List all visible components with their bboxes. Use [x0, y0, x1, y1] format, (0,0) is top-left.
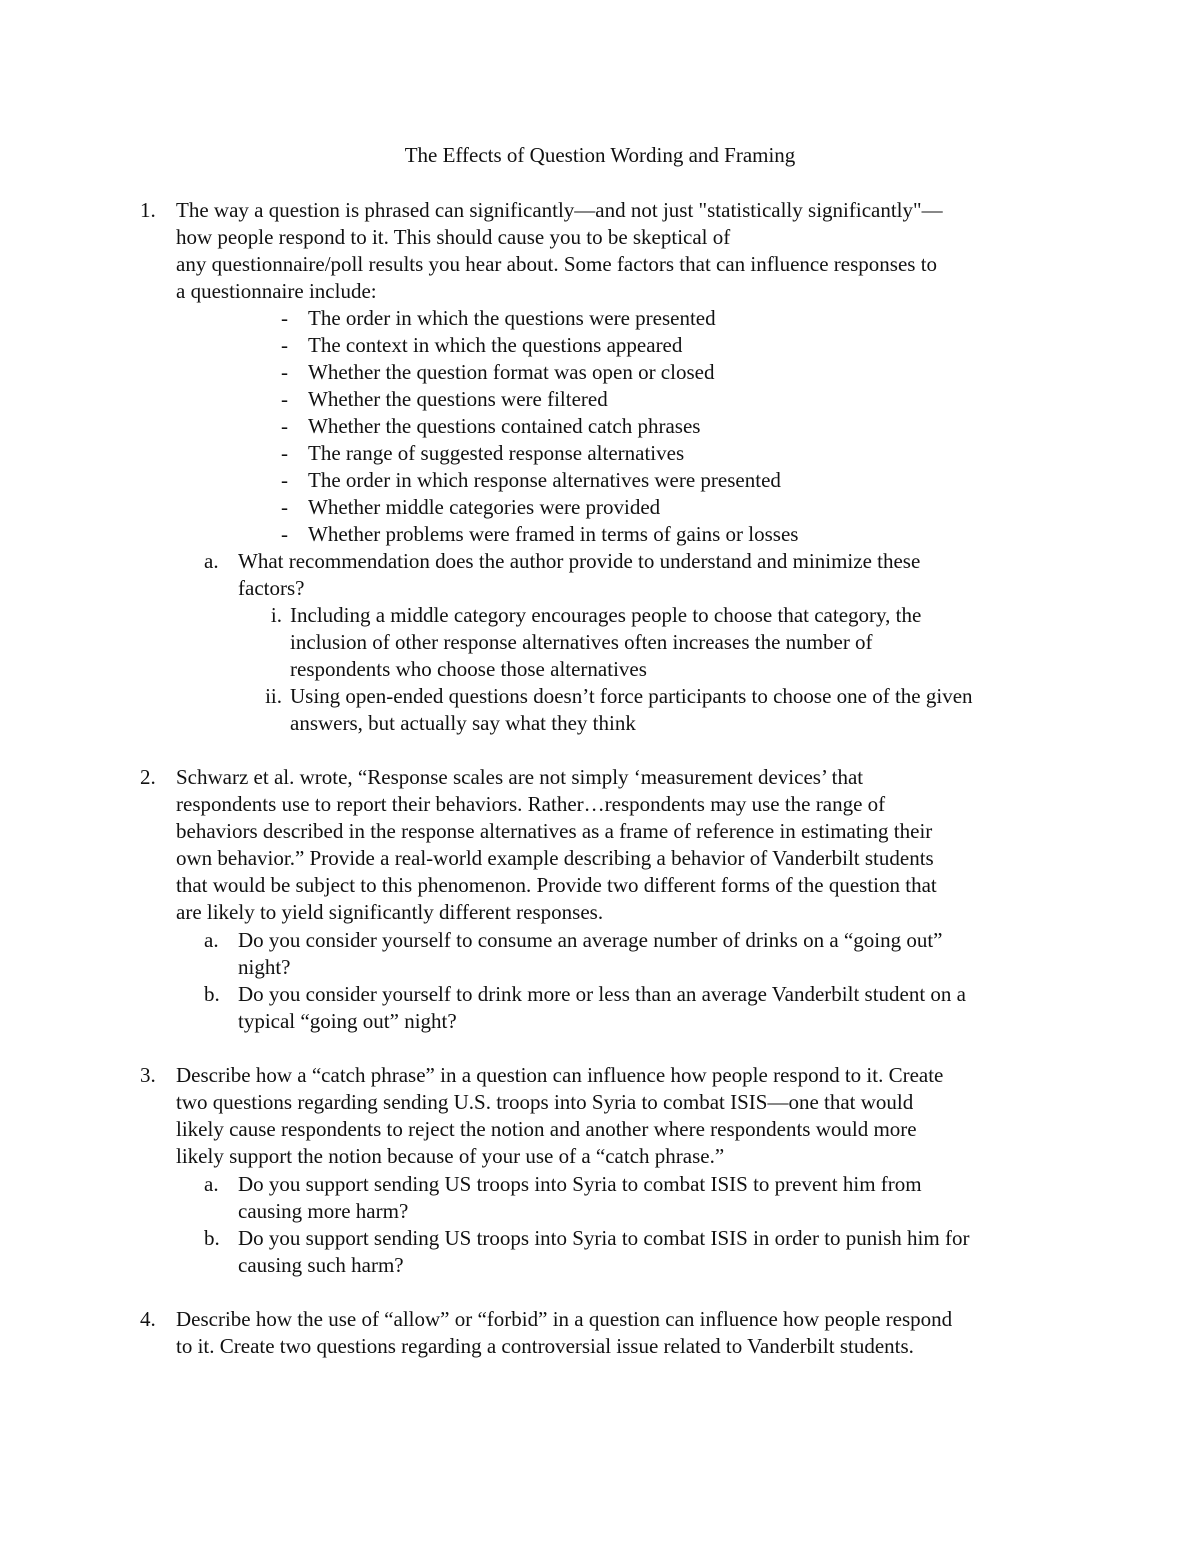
subquestion-letter: a.	[204, 549, 219, 573]
factor-item	[281, 413, 1068, 440]
question-3-line: two questions regarding sending U.S. troops into Syria to combat ISIS—one that would	[176, 1090, 914, 1114]
dash-bullet: -	[281, 414, 288, 438]
dash-bullet: -	[281, 387, 288, 411]
question-2-line: respondents use to report their behaviors. Rather…respondents may use the range of	[176, 792, 886, 816]
factor-item	[281, 440, 1068, 467]
question-4-line: Describe how the use of “allow” or “forbid” in a question can influence how people respond	[176, 1307, 953, 1331]
question-2-line: own behavior.” Provide a real-world example describing a behavior of Vanderbilt students	[176, 846, 934, 870]
factor-list	[281, 305, 1068, 548]
question-3-answer-a	[204, 1171, 1068, 1225]
subquestion-line: What recommendation does the author provide to understand and minimize these	[238, 549, 921, 573]
factor-item	[281, 359, 1068, 386]
answer-line: Including a middle category encourages people to choose that category, the	[290, 603, 922, 627]
factor-text: Whether the questions were filtered	[308, 387, 608, 411]
question-2-line: are likely to yield significantly different responses.	[176, 900, 604, 924]
factor-text: The order in which response alternatives were presented	[308, 468, 781, 492]
question-2	[140, 764, 1066, 926]
answer-numeral: i.	[270, 603, 282, 627]
question-2-answer-b	[204, 981, 1068, 1035]
dash-bullet: -	[281, 333, 288, 357]
question-3-line: Describe how a “catch phrase” in a question can influence how people respond to it. Create	[176, 1063, 944, 1087]
question-2-answer-a	[204, 927, 1068, 981]
dash-bullet: -	[281, 306, 288, 330]
question-1-line: a questionnaire include:	[176, 279, 377, 303]
question-3-answer-b	[204, 1225, 1068, 1279]
question-1-line: any questionnaire/poll results you hear about. Some factors that can influence responses to	[176, 252, 938, 276]
factor-text: The range of suggested response alternatives	[308, 441, 685, 465]
question-1	[140, 197, 1066, 305]
dash-bullet: -	[281, 441, 288, 465]
factor-item	[281, 332, 1068, 359]
answer-numeral: ii.	[265, 684, 282, 708]
factor-item	[281, 305, 1068, 332]
answer-line: answers, but actually say what they think	[290, 711, 636, 735]
question-3-number: 3.	[140, 1063, 156, 1087]
answer-line: Using open-ended questions doesn’t force participants to choose one of the given	[290, 684, 973, 708]
answer-line: night?	[238, 955, 291, 979]
dash-bullet: -	[281, 468, 288, 492]
answer-line: Do you consider yourself to consume an average number of drinks on a “going out”	[238, 928, 943, 952]
question-4-number: 4.	[140, 1307, 156, 1331]
answer-letter: b.	[204, 982, 220, 1006]
answer-ii	[265, 683, 1070, 737]
answer-letter: b.	[204, 1226, 220, 1250]
answer-letter: a.	[204, 928, 219, 952]
answer-line: causing such harm?	[238, 1253, 404, 1277]
factor-item	[281, 521, 1068, 548]
factor-text: Whether middle categories were provided	[308, 495, 661, 519]
factor-item	[281, 386, 1068, 413]
factor-text: The order in which the questions were presented	[308, 306, 716, 330]
answer-line: Do you support sending US troops into Syria to combat ISIS to prevent him from	[238, 1172, 922, 1196]
dash-bullet: -	[281, 522, 288, 546]
question-4-line: to it. Create two questions regarding a controversial issue related to Vanderbilt students.	[176, 1334, 914, 1358]
question-4	[140, 1306, 1066, 1360]
subquestion-line: factors?	[238, 576, 305, 600]
question-2-line: behaviors described in the response alternatives as a frame of reference in estimating their	[176, 819, 933, 843]
question-2-number: 2.	[140, 765, 156, 789]
question-2-line: Schwarz et al. wrote, “Response scales are not simply ‘measurement devices’ that	[176, 765, 864, 789]
factor-item	[281, 494, 1068, 521]
factor-text: The context in which the questions appeared	[308, 333, 683, 357]
answer-line: Do you consider yourself to drink more or less than an average Vanderbilt student on a	[238, 982, 967, 1006]
answer-line: inclusion of other response alternatives often increases the number of	[290, 630, 873, 654]
answer-line: respondents who choose those alternatives	[290, 657, 647, 681]
question-1-subquestion-a	[204, 548, 1068, 602]
answer-line: typical “going out” night?	[238, 1009, 457, 1033]
answer-i	[270, 602, 1070, 683]
question-2-line: that would be subject to this phenomenon. Provide two different forms of the question that	[176, 873, 937, 897]
factor-text: Whether the questions contained catch phrases	[308, 414, 701, 438]
dash-bullet: -	[281, 495, 288, 519]
document-title: The Effects of Question Wording and Framing	[404, 143, 796, 167]
question-1-line: how people respond to it. This should cause you to be skeptical of	[176, 225, 731, 249]
question-1-number: 1.	[140, 198, 156, 222]
factor-text: Whether problems were framed in terms of gains or losses	[308, 522, 799, 546]
factor-text: Whether the question format was open or closed	[308, 360, 715, 384]
question-3-line: likely support the notion because of your use of a “catch phrase.”	[176, 1144, 725, 1168]
question-1-line: The way a question is phrased can significantly—and not just "statistically significantly"—	[176, 198, 943, 222]
answer-line: Do you support sending US troops into Syria to combat ISIS in order to punish him for	[238, 1226, 970, 1250]
dash-bullet: -	[281, 360, 288, 384]
answer-letter: a.	[204, 1172, 219, 1196]
answer-line: causing more harm?	[238, 1199, 409, 1223]
factor-item	[281, 467, 1068, 494]
question-3	[140, 1062, 1066, 1170]
question-3-line: likely cause respondents to reject the notion and another where respondents would more	[176, 1117, 917, 1141]
